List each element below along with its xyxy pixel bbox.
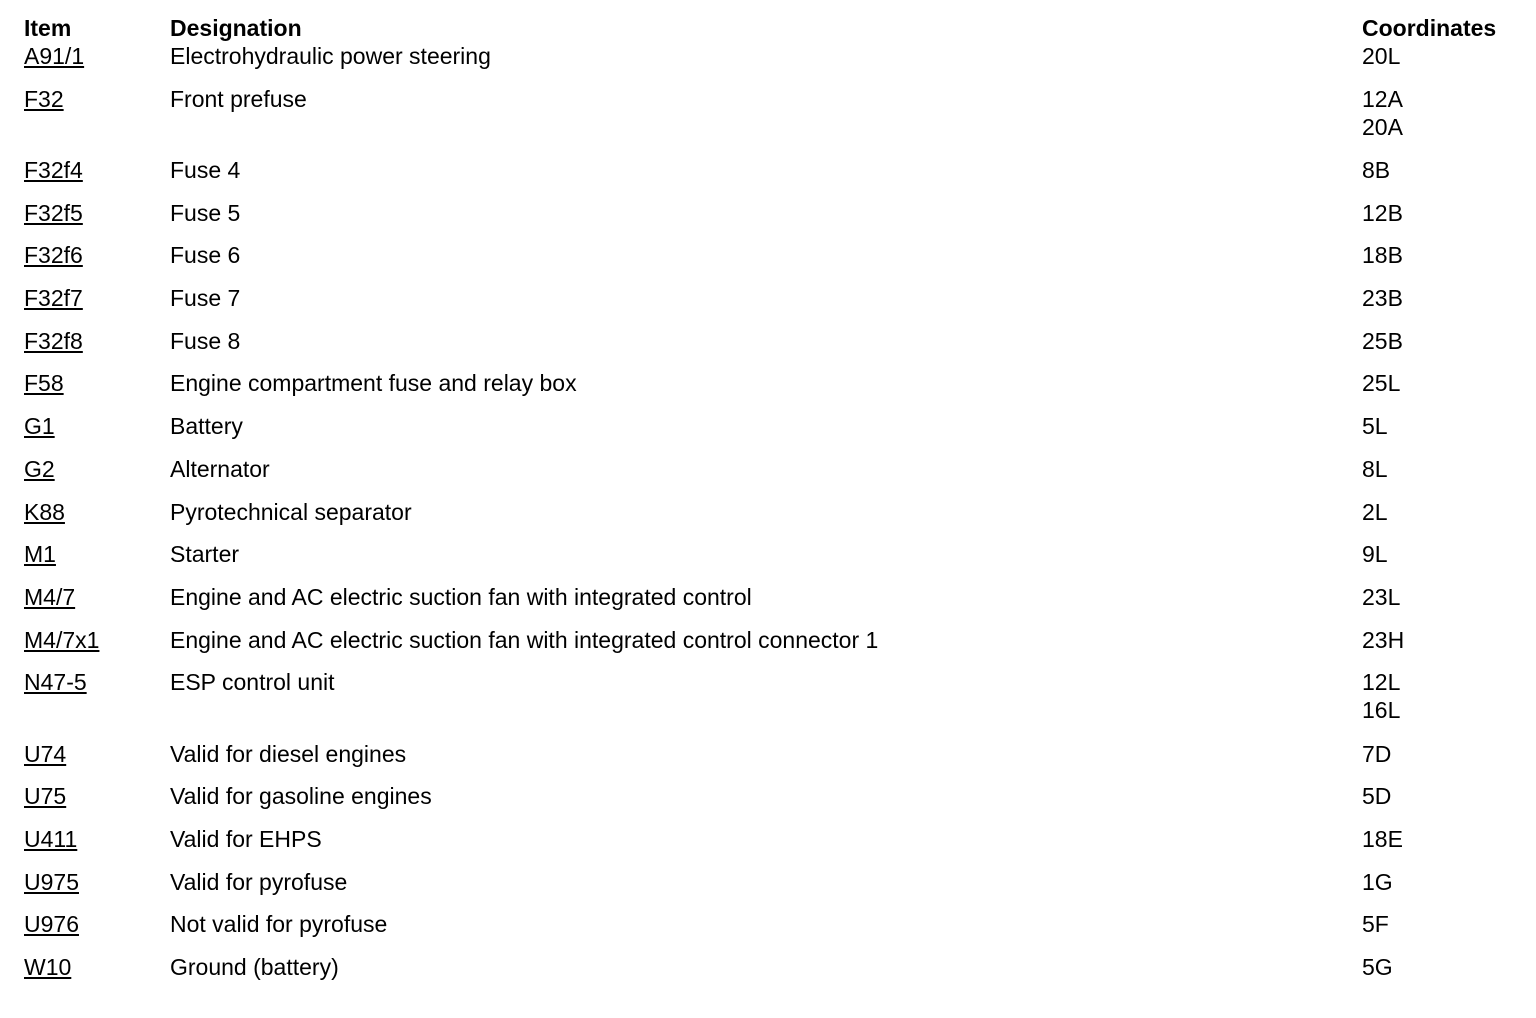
item-link[interactable]: F32 (24, 85, 64, 112)
coordinate-value: 1G (1362, 868, 1393, 895)
coordinate-value: 20L (1362, 43, 1401, 69)
item-link[interactable]: U75 (24, 783, 67, 810)
header-designation: Designation (170, 15, 302, 41)
item-link[interactable]: F32f7 (24, 285, 83, 311)
coordinates-cell (1362, 412, 1388, 440)
designation-text: Not valid for pyrofuse (170, 911, 388, 938)
designation-text: Electrohydraulic power steering (170, 43, 491, 69)
designation-text: Valid for diesel engines (170, 740, 407, 767)
item-link[interactable]: F32f5 (24, 199, 83, 226)
coordinate-value: 18E (1362, 825, 1403, 852)
coordinates-cell (1362, 626, 1404, 654)
coordinates-cell (1362, 199, 1403, 227)
item-link[interactable]: M4/7x1 (24, 626, 100, 653)
designation-text: Battery (170, 413, 243, 440)
item-link[interactable]: W10 (24, 954, 72, 980)
designation-text: Fuse 4 (170, 156, 241, 183)
designation-text: Alternator (170, 455, 270, 482)
coordinate-value: 2L (1362, 498, 1388, 525)
coordinate-value: 7D (1362, 740, 1392, 767)
item-link[interactable]: K88 (24, 498, 65, 525)
coordinate-value: 23L (1362, 583, 1401, 610)
coordinates-cell (1362, 85, 1403, 141)
item-link[interactable]: F32f8 (24, 327, 83, 354)
header-item: Item (24, 15, 72, 41)
table-header (24, 14, 1524, 44)
item-link[interactable]: A91/1 (24, 43, 85, 69)
item-link[interactable]: U74 (24, 740, 67, 767)
designation-text: Front prefuse (170, 85, 307, 112)
coordinate-value: 12L (1362, 669, 1401, 696)
coordinate-value: 12A (1362, 85, 1403, 112)
coordinates-cell (1362, 498, 1388, 526)
item-link[interactable]: U411 (24, 825, 78, 852)
coordinates-cell (1362, 782, 1391, 810)
item-link[interactable]: F58 (24, 370, 64, 397)
item-link[interactable]: G2 (24, 455, 55, 482)
coordinates-cell (1362, 825, 1403, 853)
coordinates-cell (1362, 42, 1400, 70)
designation-text: Valid for EHPS (170, 825, 322, 852)
item-link[interactable]: G1 (24, 413, 55, 440)
coordinate-value: 23B (1362, 285, 1403, 311)
item-link[interactable]: M4/7 (24, 583, 76, 610)
coordinates-cell (1362, 156, 1390, 184)
coordinate-value: 25L (1362, 370, 1401, 397)
designation-text: Engine and AC electric suction fan with integrated control (170, 583, 752, 610)
coordinate-value: 5F (1362, 911, 1389, 938)
designation-text: Engine compartment fuse and relay box (170, 370, 577, 397)
coordinate-value: 12B (1362, 199, 1403, 226)
coordinate-value: 23H (1362, 626, 1405, 653)
coordinates-cell (1362, 284, 1403, 312)
header-coordinates: Coordinates (1362, 15, 1497, 41)
designation-text: Fuse 6 (170, 242, 241, 269)
coordinates-cell (1362, 868, 1393, 896)
designation-text: Ground (battery) (170, 954, 339, 980)
coordinates-cell (1362, 455, 1388, 483)
coordinate-value: 25B (1362, 327, 1403, 354)
coordinates-cell (1362, 241, 1403, 269)
coordinates-cell (1362, 540, 1388, 568)
coordinate-value: 18B (1362, 242, 1403, 269)
designation-text: Fuse 7 (170, 285, 241, 311)
coordinates-cell (1362, 740, 1391, 768)
designation-text: Engine and AC electric suction fan with integrated control connector 1 (170, 626, 879, 653)
item-link[interactable]: M1 (24, 541, 56, 568)
designation-text: Fuse 8 (170, 327, 241, 354)
coordinate-value: 8B (1362, 156, 1391, 183)
coordinate-value: 8L (1362, 455, 1388, 482)
item-link[interactable]: N47-5 (24, 669, 87, 696)
designation-text: ESP control unit (170, 669, 335, 696)
coordinate-value: 5G (1362, 954, 1393, 980)
designation-text: Pyrotechnical separator (170, 498, 412, 525)
coordinates-cell (1362, 327, 1403, 355)
coordinates-cell (1362, 668, 1400, 724)
coordinates-cell (1362, 369, 1400, 397)
designation-text: Fuse 5 (170, 199, 241, 226)
coordinates-cell (1362, 953, 1393, 981)
designation-text: Valid for pyrofuse (170, 868, 348, 895)
coordinates-cell (1362, 910, 1389, 938)
coordinate-value: 20A (1362, 113, 1403, 140)
designation-text: Starter (170, 541, 240, 568)
coordinates-cell (1362, 583, 1400, 611)
coordinate-value: 16L (1362, 697, 1401, 724)
component-legend-table (24, 14, 1524, 980)
item-link[interactable]: F32f6 (24, 242, 83, 269)
item-link[interactable]: F32f4 (24, 156, 83, 183)
coordinate-value: 9L (1362, 541, 1388, 568)
item-link[interactable]: U976 (24, 911, 79, 938)
item-link[interactable]: U975 (24, 868, 79, 895)
coordinate-value: 5D (1362, 783, 1392, 810)
designation-text: Valid for gasoline engines (170, 783, 432, 810)
coordinate-value: 5L (1362, 413, 1388, 440)
